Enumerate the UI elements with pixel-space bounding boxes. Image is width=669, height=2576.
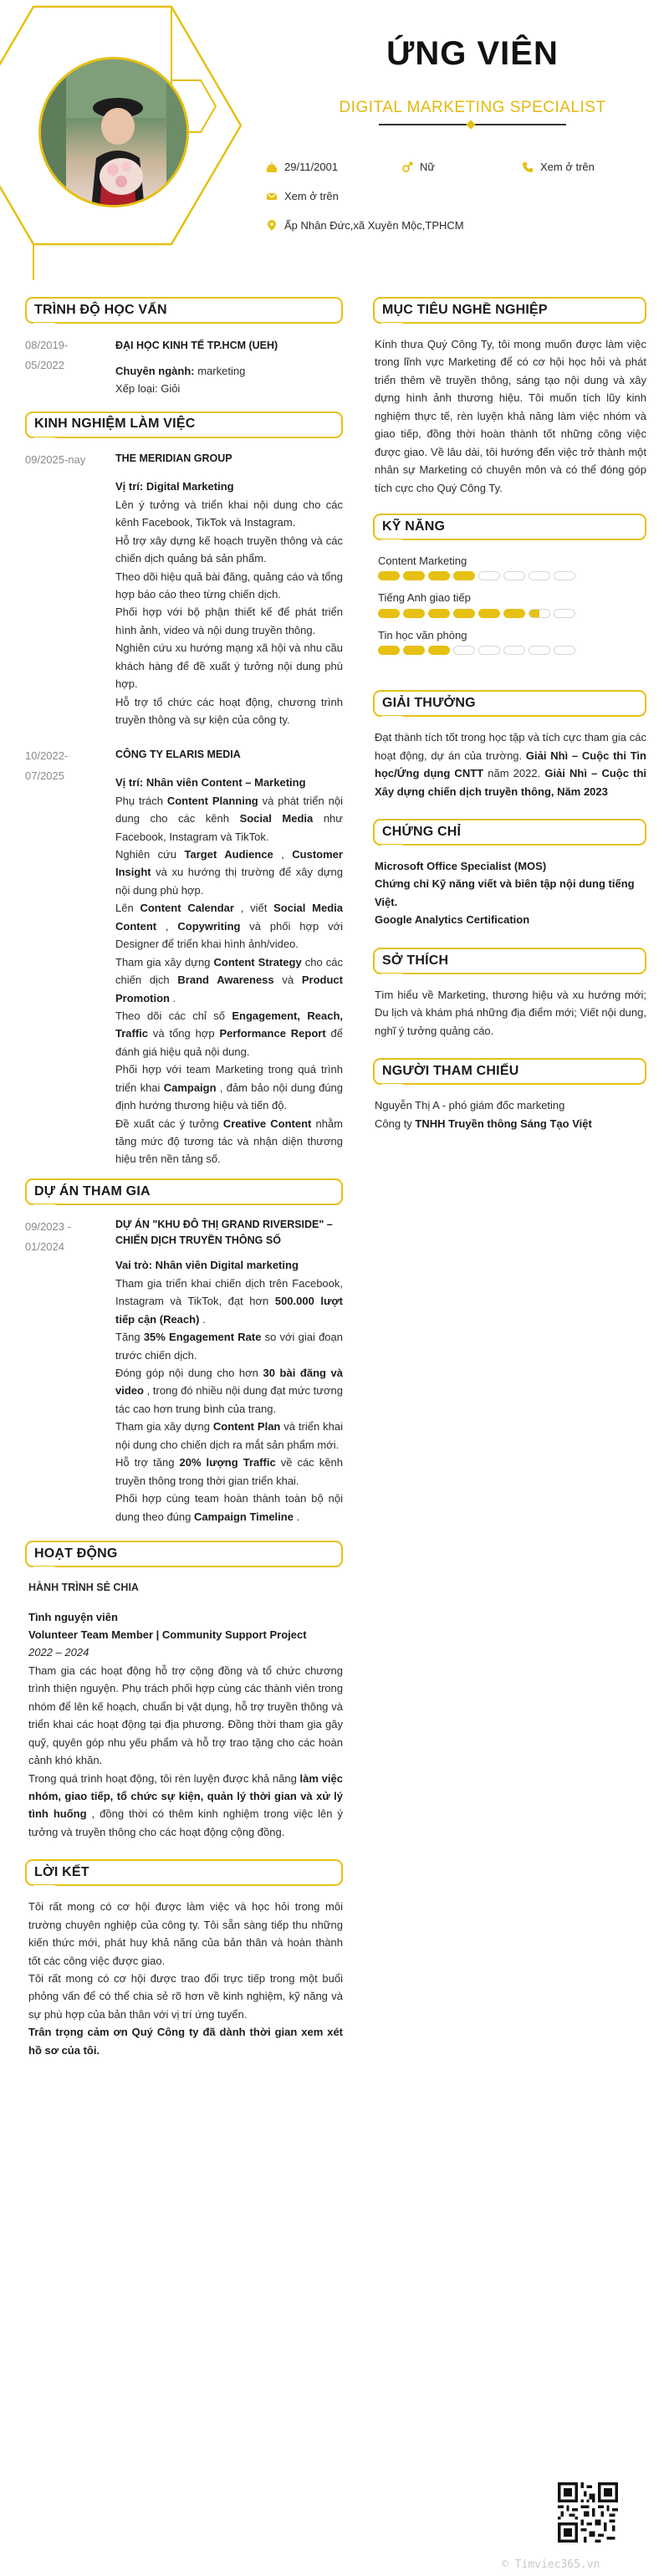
- experience-task: Phối hợp với team Marketing trong quá trình triển khai Campaign , đảm bảo nội dung đúng định hướng thương hiệu và tiến độ.: [115, 1063, 343, 1112]
- gender-info: [401, 161, 435, 174]
- activity-team: Volunteer Team Member | Community Support Project: [28, 1628, 307, 1641]
- experience-heading: KINH NGHIỆM LÀM VIỆC: [25, 411, 343, 438]
- experience-company: CÔNG TY ELARIS MEDIA: [115, 748, 241, 760]
- experience-task: Tham gia xây dựng Content Strategy cho các chiến dịch Brand Awareness và Product Promotion .: [115, 955, 343, 1004]
- skill-level-segment: [453, 646, 475, 655]
- project-name: DỰ ÁN "KHU ĐÔ THỊ GRAND RIVERSIDE" – CHIẾN DỊCH TRUYỀN THÔNG SỐ: [115, 1218, 333, 1246]
- skill-level-segment: [478, 646, 500, 655]
- experience-role: Vị trí: Digital Marketing: [115, 480, 234, 493]
- avatar: [38, 57, 189, 207]
- email-icon: [266, 191, 278, 202]
- skill-level-segment: [403, 571, 425, 580]
- skill-level-segment: [378, 609, 400, 618]
- job-title: DIGITAL MARKETING SPECIALIST: [339, 99, 606, 116]
- address-info: [266, 219, 464, 233]
- objective-heading: MỤC TIÊU NGHỀ NGHIỆP: [373, 297, 646, 324]
- objective-text: Kính thưa Quý Công Ty, tôi mong muốn được làm việc trong lĩnh vực Marketing để có cơ hội học hỏi và phát triển thêm về truyền thông, sáng tạo nội dung và xây dựng hình ảnh thương hiệu. Tôi muốn tích lũy kinh nghiệm thực tế, rèn luyện khả năng làm việc nhóm và giao tiếp, đồng thời hoàn thành tốt những công việc được giao. Về lâu dài, tôi hướng đến việc trở thành một nhân sự Marketing có chuyên môn và có thể đóng góp tích cực cho Quý Công Ty.: [375, 338, 646, 494]
- experience-task: Lên Content Calendar , viết Social Media Content , Copywriting và phối hợp với Designer để triển khai hình ảnh/video.: [115, 902, 343, 951]
- skill-level-segment: [503, 609, 525, 618]
- skill-level-segment: [554, 571, 575, 580]
- reference-body: [373, 1096, 646, 1132]
- education-major: Chuyên ngành: marketing: [115, 364, 246, 377]
- skill-label: Content Marketing: [378, 554, 467, 567]
- project-task: Đóng góp nội dung cho hơn 30 bài đăng và video , trong đó nhiều nội dung đạt mức tương tác cao hơn trung bình của trang.: [115, 1367, 344, 1415]
- education-school: ĐẠI HỌC KINH TẾ TP.HCM (UEH): [115, 340, 278, 351]
- qr-code-icon: [558, 2482, 618, 2543]
- candidate-name: ỨNG VIÊN: [386, 35, 559, 72]
- closing-thanks: Trân trọng cảm ơn Quý Công ty đã dành thời gian xem xét hồ sơ của tôi.: [28, 2026, 343, 2057]
- experience-entry-meridian: [25, 450, 343, 729]
- skill-label: Tiếng Anh giao tiếp: [378, 591, 471, 605]
- project-task: Tham gia xây dựng Content Plan và triển khai nội dung cho chiến dịch ra mắt sản phẩm mới.: [115, 1420, 344, 1451]
- title-divider: [379, 124, 566, 125]
- skill-level-segment: [378, 646, 400, 655]
- activity-role: Tình nguyện viên: [28, 1610, 118, 1623]
- cv-header: [0, 0, 669, 284]
- reference-company: Công ty TNHH Truyền thông Sáng Tạo Việt: [375, 1117, 592, 1130]
- project-date: 09/2023 - 01/2024: [25, 1219, 71, 1253]
- project-role: Vai trò: Nhân viên Digital marketing: [115, 1259, 299, 1272]
- address-value: Ấp Nhân Đức,xã Xuyên Mộc,TPHCM: [284, 219, 464, 232]
- cake-icon: [266, 161, 278, 173]
- gender-value: Nữ: [420, 161, 436, 173]
- skill-level-segment: [554, 646, 575, 655]
- portrait-image: [41, 59, 189, 207]
- closing-heading: LỜI KẾT: [25, 1859, 343, 1886]
- skill-level-segment: [554, 609, 575, 618]
- dob-value: 29/11/2001: [284, 161, 339, 173]
- experience-company: THE MERIDIAN GROUP: [115, 452, 232, 464]
- reference-person: Nguyễn Thị A - phó giám đốc marketing: [375, 1099, 565, 1112]
- phone-info: [522, 161, 595, 174]
- skill-level-segment: [529, 571, 550, 580]
- skill-level-bar: [378, 646, 646, 655]
- education-heading: TRÌNH ĐỘ HỌC VẤN: [25, 297, 343, 324]
- certificate-item: Google Analytics Certification: [375, 913, 530, 927]
- activity-program: HÀNH TRÌNH SẺ CHIA: [28, 1581, 139, 1593]
- reference-heading: NGƯỜI THAM CHIẾU: [373, 1058, 646, 1085]
- activity-outcome: Trong quá trình hoạt động, tôi rèn luyện được khả năng làm việc nhóm, giao tiếp, tổ chức sự kiện, quản lý thời gian và xử lý tình huống , đồng thời có thêm kinh nghiệm trong việc lên ý tưởng và truyền thông cho các hoạt động cộng đồng.: [28, 1771, 344, 1838]
- activity-description: Tham gia các hoạt động hỗ trợ cộng đồng và tổ chức chương trình thiện nguyện. Phụ trách phối hợp cùng các thành viên trong nhóm để lên kế hoạch, chuẩn bị vật dụng, hỗ trợ truyền thông và triển khai các hoạt động tại địa phương. Đồng thời tham gia gây quỹ, quyên góp nhu yếu phẩm và hỗ trợ trao tặng cho các hoàn cảnh khó khăn.: [28, 1664, 343, 1767]
- skill-level-segment: [503, 571, 525, 580]
- skill-level-segment: [453, 571, 475, 580]
- skill-item: [378, 552, 646, 580]
- experience-entry-elaris: [25, 746, 343, 1168]
- email-info: [266, 190, 339, 203]
- closing-paragraph: Tôi rất mong có cơ hội được trao đổi trực tiếp trong một buổi phỏng vấn để có thể chia sẻ rõ hơn về kinh nghiệm, kỹ năng và sự phù hợp của bản thân với vị trí ứng tuyển.: [28, 1972, 343, 2021]
- experience-role: Vị trí: Nhân viên Content – Marketing: [115, 776, 306, 790]
- experience-task: Phối hợp với bộ phận thiết kế để phát triển hình ảnh, video và nội dung truyền thông.: [115, 606, 343, 636]
- project-task: Hỗ trợ tăng 20% lượng Traffic về các kênh truyền thông trong thời gian triển khai.: [115, 1456, 343, 1487]
- experience-task: Theo dõi hiệu quả bài đăng, quảng cáo và tổng hợp báo cáo theo từng chiến dịch.: [115, 570, 343, 601]
- skill-level-bar: [378, 609, 646, 618]
- skill-item: [378, 589, 646, 617]
- skill-level-bar: [378, 571, 646, 580]
- hobbies-text: Tìm hiểu về Marketing, thương hiệu và xu hướng mới; Du lịch và khám phá những địa điểm mới; Viết nội dung, nghĩ ý tưởng quảng cáo.: [375, 988, 646, 1037]
- education-date: 08/2019- 05/2022: [25, 339, 69, 372]
- activities-heading: HOẠT ĐỘNG: [25, 1541, 343, 1567]
- experience-task: Hỗ trợ tổ chức các hoạt động, chương trình truyền thông và sự kiện của công ty.: [115, 695, 343, 727]
- experience-date: 10/2022- 07/2025: [25, 749, 69, 782]
- skill-level-segment: [453, 609, 475, 618]
- experience-date: 09/2025-nay: [25, 452, 86, 466]
- email-value: Xem ở trên: [284, 190, 339, 202]
- skill-level-segment: [378, 571, 400, 580]
- education-grade: Xếp loại: Giỏi: [115, 382, 181, 396]
- dob-info: [266, 161, 338, 174]
- left-column: [25, 297, 343, 2059]
- experience-task: Nghiên cứu Target Audience , Customer Insight và xu hướng thị trường để xây dựng nội dung phù hợp.: [115, 848, 343, 897]
- experience-task: Phụ trách Content Planning và phát triển nội dung cho các kênh Social Media như Facebook, Instagram và TikTok.: [115, 794, 343, 843]
- activity-entry: [25, 1579, 343, 1841]
- project-task: Tham gia triển khai chiến dịch trên Facebook, Instagram và TikTok, đạt hơn 500.000 lượt tiếp cận (Reach) .: [115, 1276, 343, 1326]
- experience-task: Nghiên cứu xu hướng mạng xã hội và nhu cầu khách hàng để đề xuất ý tưởng nội dung phù hợp.: [115, 641, 343, 691]
- skill-item: [378, 626, 646, 655]
- skills-list: [373, 552, 646, 655]
- experience-task: Lên ý tưởng và triển khai nội dung cho các kênh Facebook, TikTok và Instagram.: [115, 498, 343, 529]
- education-entry: [25, 335, 343, 398]
- right-column: [373, 297, 646, 1132]
- experience-task: Đề xuất các ý tưởng Creative Content nhằm tăng mức độ tương tác và nhận diện thương hiệu trên nền tảng số.: [115, 1117, 343, 1166]
- phone-icon: [522, 161, 534, 173]
- hobbies-heading: SỞ THÍCH: [373, 948, 646, 974]
- certificate-item: Chứng chỉ Kỹ năng viết và biên tập nội dung tiếng Việt.: [375, 877, 635, 908]
- skill-level-segment: [503, 646, 525, 655]
- skill-level-segment: [529, 646, 550, 655]
- awards-heading: GIẢI THƯỞNG: [373, 690, 646, 717]
- gender-icon: [401, 161, 413, 173]
- skill-level-segment: [478, 609, 500, 618]
- skill-label: Tin học văn phòng: [378, 628, 467, 641]
- activity-period: 2022 – 2024: [28, 1646, 89, 1659]
- phone-value: Xem ở trên: [540, 161, 595, 173]
- skill-level-segment: [403, 646, 425, 655]
- closing-body: [25, 1898, 343, 2059]
- skills-heading: KỸ NĂNG: [373, 514, 646, 540]
- location-icon: [266, 220, 278, 232]
- awards-text: Đạt thành tích tốt trong học tập và tích cực tham gia các hoạt động, dự án của trường. Giải Nhì – Cuộc thi Tin học/Ứng dụng CNTT năm 2022. Giải Nhì – Cuộc thi Xây dựng chiến dịch truyền thông, Năm 2023: [375, 731, 646, 798]
- closing-paragraph: Tôi rất mong có cơ hội được làm việc và học hỏi trong môi trường chuyên nghiệp của công ty. Tôi sẵn sàng tiếp thu những kiến thức mới, phát huy khả năng của bản thân và hoàn thành tốt các công việc được giao.: [28, 1900, 343, 1967]
- watermark: © Timviec365.vn: [502, 2558, 600, 2571]
- certificate-item: Microsoft Office Specialist (MOS): [375, 860, 547, 872]
- project-task: Phối hợp cùng team hoàn thành toàn bộ nội dung theo đúng Campaign Timeline .: [115, 1492, 343, 1523]
- skill-level-segment: [428, 609, 450, 618]
- project-entry: [25, 1217, 343, 1526]
- projects-heading: DỰ ÁN THAM GIA: [25, 1178, 343, 1205]
- experience-task: Theo dõi các chỉ số Engagement, Reach, Traffic và tổng hợp Performance Report để đánh giá hiệu quả nội dung.: [115, 1009, 344, 1058]
- certificates-list: [373, 857, 646, 929]
- skill-level-segment: [428, 646, 450, 655]
- skill-level-segment: [478, 571, 500, 580]
- skill-level-segment: [403, 609, 425, 618]
- skill-level-segment: [529, 609, 550, 618]
- skill-level-segment: [428, 571, 450, 580]
- project-task: Tăng 35% Engagement Rate so với giai đoạn trước chiến dịch.: [115, 1331, 343, 1362]
- certificates-heading: CHỨNG CHỈ: [373, 819, 646, 846]
- experience-task: Hỗ trợ xây dựng kế hoạch truyền thông và các chiến dịch quảng bá sản phẩm.: [115, 534, 343, 565]
